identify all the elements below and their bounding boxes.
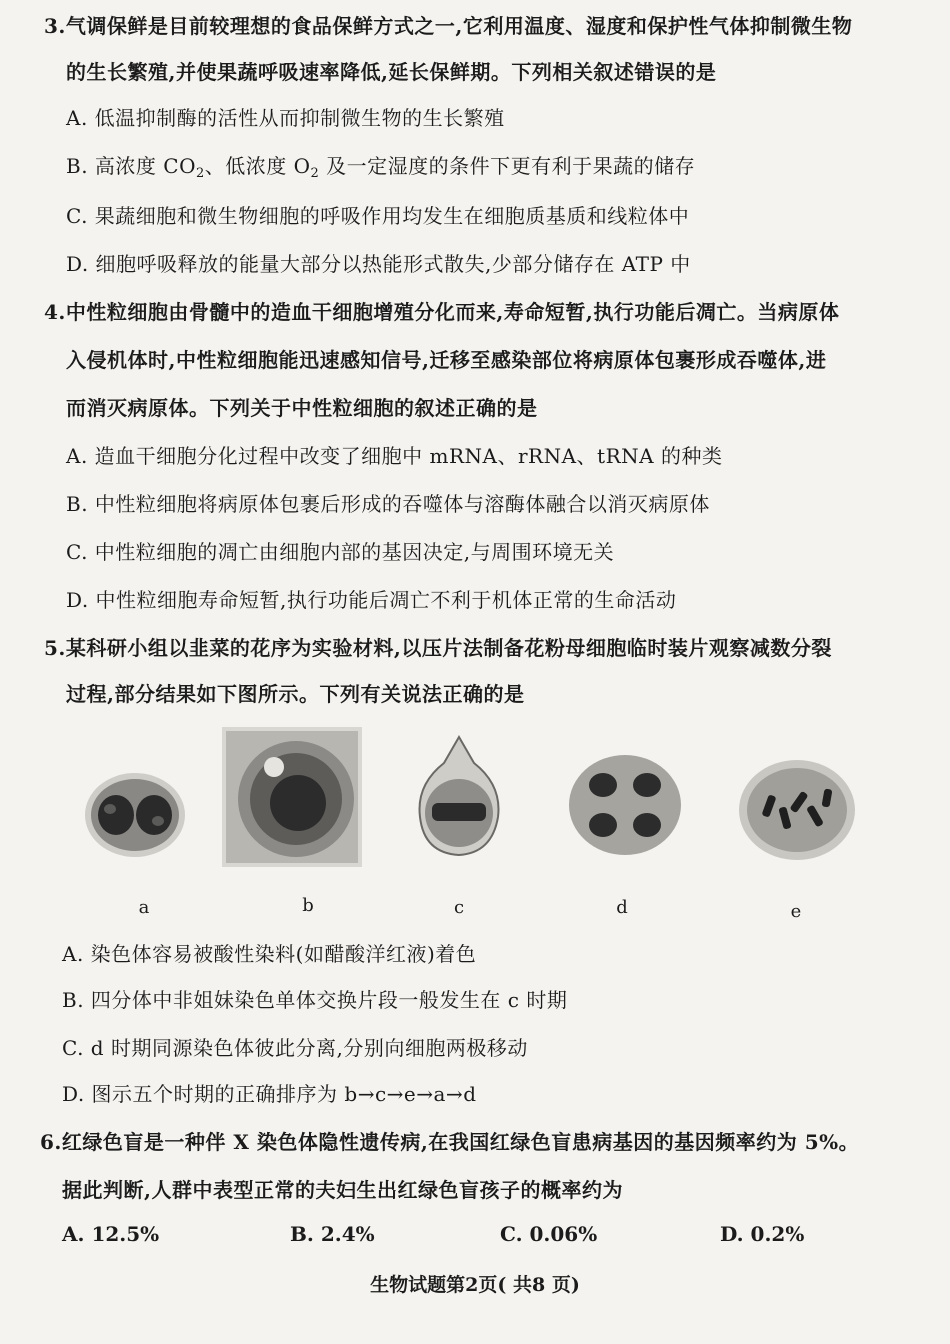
q6-option-b: B. 2.4%	[290, 1222, 375, 1246]
q4-stem-line2: 入侵机体时,中性粒细胞能迅速感知信号,迁移至感染部位将病原体包裹形成吞噬体,进	[66, 348, 827, 372]
q3-option-a: A. 低温抑制酶的活性从而抑制微生物的生长繁殖	[66, 106, 505, 130]
q3-option-b	[66, 152, 695, 188]
q4-option-a: A. 造血干细胞分化过程中改变了细胞中 mRNA、rRNA、tRNA 的种类	[66, 444, 723, 468]
cell-figure-row	[0, 725, 950, 925]
q5-option-c: C. d 时期同源染色体彼此分离,分别向细胞两极移动	[62, 1036, 528, 1060]
q3-stem-line2: 的生长繁殖,并使果蔬呼吸速率降低,延长保鲜期。下列相关叙述错误的是	[66, 60, 717, 84]
q3-stem-text1: 气调保鲜是目前较理想的食品保鲜方式之一,它利用温度、湿度和保护性气体抑制微生物	[65, 14, 853, 38]
q6-stem-line1	[40, 1128, 859, 1156]
figure-label-c: c	[453, 897, 465, 918]
figure-label-d: d	[616, 897, 628, 918]
q4-option-c: C. 中性粒细胞的凋亡由细胞内部的基因决定,与周围环境无关	[66, 540, 615, 564]
q5-option-d: D. 图示五个时期的正确排序为 b→c→e→a→d	[62, 1082, 477, 1106]
micrograph-c	[412, 735, 507, 860]
q3-option-b-part3: 及一定湿度的条件下更有利于果蔬的储存	[319, 154, 696, 178]
q6-stem-text1: 红绿色盲是一种伴 X 染色体隐性遗传病,在我国红绿色盲患病基因的基因频率约为 5%。	[61, 1130, 860, 1154]
q5-option-b: B. 四分体中非姐妹染色单体交换片段一般发生在 c 时期	[62, 988, 568, 1012]
q3-stem-line1	[44, 12, 852, 40]
q5-stem-line2: 过程,部分结果如下图所示。下列有关说法正确的是	[66, 682, 525, 706]
q3-option-d: D. 细胞呼吸释放的能量大部分以热能形式散失,少部分储存在 ATP 中	[66, 252, 691, 276]
q3-option-b-part2: 、低浓度 O	[204, 154, 311, 178]
q6-option-d: D. 0.2%	[720, 1222, 805, 1246]
figure-label-b: b	[302, 895, 314, 916]
q3-option-b-sub2: 2	[310, 166, 320, 181]
q3-option-b-sub1: 2	[195, 166, 205, 181]
q5-stem-line1	[44, 634, 832, 662]
q4-option-d: D. 中性粒细胞寿命短暂,执行功能后凋亡不利于机体正常的生命活动	[66, 588, 677, 612]
q6-option-a: A. 12.5%	[62, 1222, 160, 1246]
q6-options-row	[0, 1220, 950, 1250]
micrograph-d	[565, 750, 685, 860]
q6-stem-line2: 据此判断,人群中表型正常的夫妇生出红绿色盲孩子的概率约为	[62, 1178, 623, 1202]
micrograph-e	[735, 755, 860, 865]
q3-option-b-part1: B. 高浓度 CO	[66, 154, 196, 178]
q4-number: 4.	[44, 300, 66, 324]
micrograph-a	[80, 765, 190, 865]
q3-number: 3.	[44, 14, 66, 38]
q5-option-a: A. 染色体容易被酸性染料(如醋酸洋红液)着色	[62, 942, 477, 966]
figure-label-e: e	[790, 901, 802, 922]
q5-stem-text1: 某科研小组以韭菜的花序为实验材料,以压片法制备花粉母细胞临时装片观察减数分裂	[65, 636, 832, 660]
q4-stem-line3: 而消灭病原体。下列关于中性粒细胞的叙述正确的是	[66, 396, 538, 420]
q4-stem-text1: 中性粒细胞由骨髓中的造血干细胞增殖分化而来,寿命短暂,执行功能后凋亡。当病原体	[65, 300, 840, 324]
q4-option-b: B. 中性粒细胞将病原体包裹后形成的吞噬体与溶酶体融合以消灭病原体	[66, 492, 710, 516]
micrograph-b	[222, 727, 362, 867]
q5-number: 5.	[44, 636, 66, 660]
q6-option-c: C. 0.06%	[500, 1222, 598, 1246]
q3-option-c: C. 果蔬细胞和微生物细胞的呼吸作用均发生在细胞质基质和线粒体中	[66, 204, 690, 228]
q4-stem-line1	[44, 298, 839, 326]
page-footer: 生物试题第2页( 共8 页)	[370, 1274, 580, 1296]
figure-label-a: a	[138, 897, 150, 918]
q6-number: 6.	[40, 1130, 62, 1154]
